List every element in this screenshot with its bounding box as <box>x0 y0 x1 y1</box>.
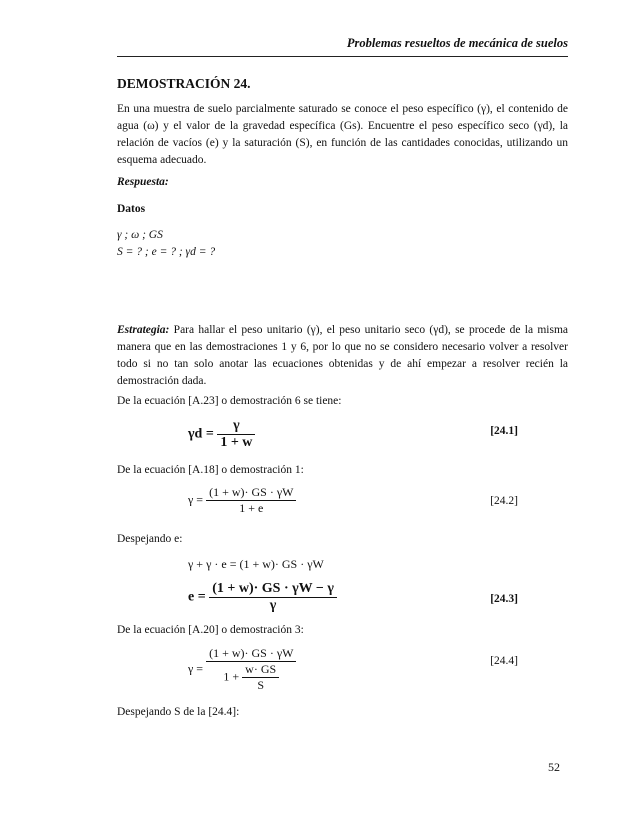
equation-intermediate: γ + γ · e = (1 + w)· GS · γW <box>188 557 324 571</box>
page-number: 52 <box>548 760 560 774</box>
datos-label: Datos <box>117 203 146 215</box>
equation-24-3 <box>188 581 337 614</box>
eq4-den-prefix: 1 + <box>223 669 240 684</box>
eq4-lhs: γ = <box>188 661 204 676</box>
problem-statement: En una muestra de suelo parcialmente saturado se conoce el peso específico (γ), el contenido de agua (ω) y el valor de la gravedad específica (Gs). Encuentre el peso específico seco (γd), la relación de vacíos (e) y la saturación (S), en función de las cantidades conocidas, utilizando un esquema adecuado. <box>117 103 568 166</box>
eq3-fraction <box>209 581 337 614</box>
eq1-denominator: 1 + w <box>220 435 253 450</box>
despejando-e: Despejando e: <box>117 533 183 545</box>
eq2-number: [24.2] <box>490 495 518 507</box>
despejando-s: Despejando S de la [24.4]: <box>117 706 240 718</box>
eq4-inner-numerator: w· GS <box>242 662 279 678</box>
eq4-inner-fraction <box>242 662 279 693</box>
datos-unknown: S = ? ; e = ? ; γd = ? <box>117 246 216 258</box>
eq2-denominator: 1 + e <box>239 501 264 515</box>
eq2-lhs: γ = <box>188 492 204 507</box>
estrategia-label: Estrategia: <box>117 324 170 336</box>
eq1-fraction <box>217 418 255 451</box>
eq4-inner-denominator: S <box>257 678 264 692</box>
eq4-numerator: (1 + w)· GS · γW <box>206 646 296 662</box>
eq4-fraction <box>206 646 296 693</box>
ref-a20: De la ecuación [A.20] o demostración 3: <box>117 624 304 636</box>
datos-known: γ ; ω ; GS <box>117 229 163 241</box>
estrategia-paragraph <box>117 322 568 390</box>
section-title: DEMOSTRACIÓN 24. <box>117 76 251 91</box>
equation-24-1 <box>188 418 255 451</box>
eq3-denominator: γ <box>269 598 277 613</box>
equation-24-2 <box>188 485 296 516</box>
eq1-number: [24.1] <box>490 425 518 437</box>
eq2-fraction <box>206 485 296 516</box>
eq3-numerator: (1 + w)· GS · γW − γ <box>209 581 337 598</box>
eq3-number: [24.3] <box>490 593 518 605</box>
eq2-numerator: (1 + w)· GS · γW <box>206 485 296 501</box>
estrategia-text: Para hallar el peso unitario (γ), el peso unitario seco (γd), se procede de la misma manera que en las demostraciones 1 y 6, por lo que no se considero necesario volver a resolver todo si no tan solo anotar las ecuaciones obtenidas y de ahí empezar a resolver recién la demostración dada. <box>117 324 568 387</box>
eq4-number: [24.4] <box>490 655 518 667</box>
ref-a18: De la ecuación [A.18] o demostración 1: <box>117 464 304 476</box>
respuesta-label: Respuesta: <box>117 176 169 188</box>
equation-24-4 <box>188 646 296 693</box>
running-header: Problemas resueltos de mecánica de suelos <box>117 36 568 57</box>
ref-a23: De la ecuación [A.23] o demostración 6 se tiene: <box>117 395 342 407</box>
eq3-lhs: e = <box>188 589 206 605</box>
eq1-numerator: γ <box>217 418 255 435</box>
eq1-lhs: γd = <box>188 426 214 442</box>
eq4-denominator <box>206 662 296 693</box>
